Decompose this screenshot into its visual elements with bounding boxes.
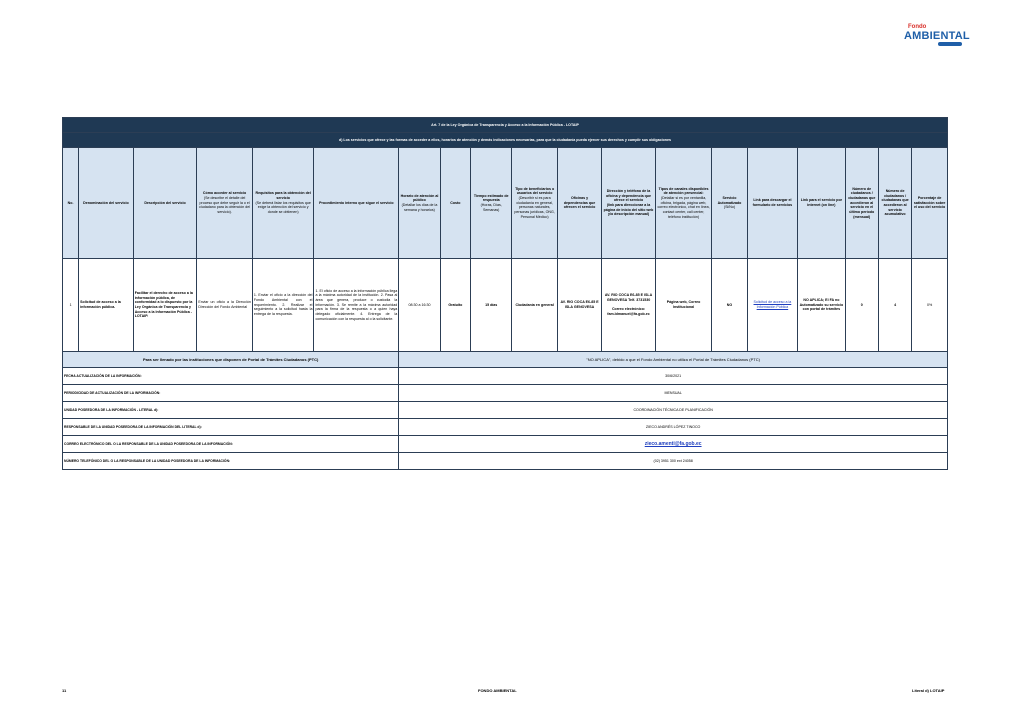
header-beneficiarios: Tipo de beneficiarios o usuarios del servicio (Describir si es para ciudadanía en general, personas naturales, personas jurídicas, ONG, Personal Médico) — [512, 148, 557, 259]
info-value-responsable: ZIECO ANDRÉS LÓPEZ TINOCO — [399, 419, 948, 436]
header-oficinas: Oficinas y dependencias que ofrecen el servicio — [557, 148, 601, 259]
header-link-internet: Link para el servicio por internet (on line) — [798, 148, 845, 259]
cell-link-formulario — [747, 259, 797, 352]
header-horario: Horario de atención al público (Detallar los días de la semana y horarios) — [399, 148, 440, 259]
header-canales: Tipos de canales disponibles de atención presencial: (Detallar si es por ventanilla, oficina, brigada, página web, correo electrónico, chat en línea, contact center, call center, teléfono institución) — [655, 148, 712, 259]
header-num-acumulativo: Número de ciudadanos / ciudadanas que accedieron al servicio acumulativo — [878, 148, 911, 259]
cell-beneficiarios: Ciudadanía en general — [512, 259, 557, 352]
cell-requisitos: 1. Enviar el oficio a la dirección del Fondo Ambiental con el requerimiento. 2. Realizar el seguimiento a la solicitud hasta la entrega de la respuesta. — [252, 259, 314, 352]
cell-no: 1 — [63, 259, 79, 352]
table-subtitle: d) Los servicios que ofrece y las formas de acceder a ellos, horarios de atención y demás indicaciones necesarias, para que la ciudadanía pueda ejercer sus derechos y cumplir sus obligaciones — [63, 133, 948, 148]
fondo-ambiental-logo — [904, 24, 970, 48]
info-label-telefono: NÚMERO TELEFÓNICO DEL O LA RESPONSABLE DE LA UNIDAD POSEEDORA DE LA INFORMACIÓN: — [63, 453, 399, 470]
cell-num-periodo: 0 — [845, 259, 878, 352]
table-title: Art. 7 de la Ley Orgánica de Transparencia y Acceso a la Información Pública - LOTAIP — [63, 118, 948, 133]
info-label-fecha: FECHA ACTUALIZACIÓN DE LA INFORMACIÓN: — [63, 368, 399, 385]
header-descripcion: Descripción del servicio — [133, 148, 197, 259]
header-link-formulario: Link para descargar el formulario de servicios — [747, 148, 797, 259]
logo-bar — [938, 42, 962, 46]
header-num-periodo: Número de ciudadanos / ciudadanas que accedieron al servicio en el último período (mensual) — [845, 148, 878, 259]
cell-costo: Gratuito — [440, 259, 470, 352]
cell-denominacion: Solicitud de acceso a la información pública. — [79, 259, 134, 352]
header-como-acceder: Cómo acceder al servicio (Se describe el detalle del proceso que debe seguir la o el ciudadano para la obtención del servicio). — [197, 148, 253, 259]
solicitud-link[interactable]: Solicitud de acceso a la Información Pública — [753, 300, 792, 309]
header-costo: Costo — [440, 148, 470, 259]
cell-oficinas: AV. RIO COCA E6-85 E ISLA GENOVESA — [557, 259, 601, 352]
ptc-label: Para ser llenado por las instituciones que disponen de Portal de Trámites Ciudadanos (PTC) — [63, 352, 399, 368]
cell-num-acumulativo: 4 — [878, 259, 911, 352]
header-denominacion: Denominación del servicio — [79, 148, 134, 259]
header-requisitos: Requisitos para la obtención del servicio (Se deberá listar los requisitos que exige la obtención del servicio y donde se obtienen) — [252, 148, 314, 259]
footer-right: Literal d) LOTAIP — [912, 688, 945, 693]
cell-procedimiento: 1. El oficio de acceso a la información pública llega a la máxima autoridad de la institución. 2. Pasa al área que genera, produce o custodia la información. 3. Se remite a la máxima autoridad para la firma de la respuesta o a quien haya delegado oficialmente. 4. Entrega de la comunicación con la respuesta al o la solicitante. — [314, 259, 399, 352]
footer-center: FONDO AMBIENTAL — [478, 688, 517, 693]
ptc-value: "NO APLICA", debido a que el Fondo Ambiental no utiliza el Portal de Trámites Ciudadanos (PTC) — [399, 352, 948, 368]
cell-descripcion: Facilitar el derecho de acceso a la información pública, de conformidad a lo dispuesto por la Ley Orgánica de Transparencia y Acceso a la Información Pública - LOTAIP. — [133, 259, 197, 352]
info-label-unidad: UNIDAD POSEEDORA DE LA INFORMACIÓN - LITERAL d): — [63, 402, 399, 419]
cell-satisfaccion: 0% — [912, 259, 948, 352]
info-label-responsable: RESPONSABLE DE LA UNIDAD POSEEDORA DE LA INFORMACIÓN DEL LITERAL d): — [63, 419, 399, 436]
cell-horario: 08:30 a 16:30 — [399, 259, 440, 352]
info-value-correo — [399, 436, 948, 453]
email-link[interactable]: zieco.amenti@fa.gob.ec — [644, 440, 702, 447]
cell-direccion: AV. RIO COCA E6-85 E ISLA GENOVESA Telf. 3731530 Correo electrónico: fam.ldmanuel@fa.gob.ec — [602, 259, 656, 352]
info-label-correo: CORREO ELECTRÓNICO DEL O LA RESPONSABLE DE LA UNIDAD POSEEDORA DE LA INFORMACIÓN: — [63, 436, 399, 453]
cell-canales: Página web, Correo Institucional — [655, 259, 712, 352]
info-value-unidad: COORDINACIÓN TÉCNICA DE PLANIFICACIÓN — [399, 402, 948, 419]
info-label-periodicidad: PERIODICIDAD DE ACTUALIZACIÓN DE LA INFORMACIÓN: — [63, 385, 399, 402]
info-value-fecha: 30/6/2021 — [399, 368, 948, 385]
cell-automatizado: NO — [712, 259, 747, 352]
header-satisfaccion: Porcentaje de satisfacción sobre el uso del servicio — [912, 148, 948, 259]
cell-como-acceder: Enviar un oficio a la Dirección Dirección del Fondo Ambiental — [197, 259, 253, 352]
lotaip-table — [62, 117, 948, 470]
header-procedimiento: Procedimiento interno que sigue el servicio — [314, 148, 399, 259]
cell-tiempo: 15 días — [470, 259, 511, 352]
footer-page-number: 11 — [62, 688, 67, 693]
header-tiempo: Tiempo estimado de respuesta (Horas, Días, Semanas) — [470, 148, 511, 259]
info-value-telefono: (02) 3951 300 ext 24058 — [399, 453, 948, 470]
cell-link-internet: NO APLICA; El FA no Automatizado su servicio con portal de trámites — [798, 259, 845, 352]
logo-line1: Fondo — [908, 24, 927, 30]
header-no: No. — [63, 148, 79, 259]
header-automatizado: Servicio Automatizado (Si/No) — [712, 148, 747, 259]
logo-line2: AMBIENTAL — [904, 30, 970, 42]
header-direccion: Dirección y teléfono de la oficina y dependencia que ofrece el servicio (link para direccionar a la página de inicio del sitio web y/o descripción manual) — [602, 148, 656, 259]
table-row — [63, 259, 948, 352]
info-value-periodicidad: MENSUAL — [399, 385, 948, 402]
